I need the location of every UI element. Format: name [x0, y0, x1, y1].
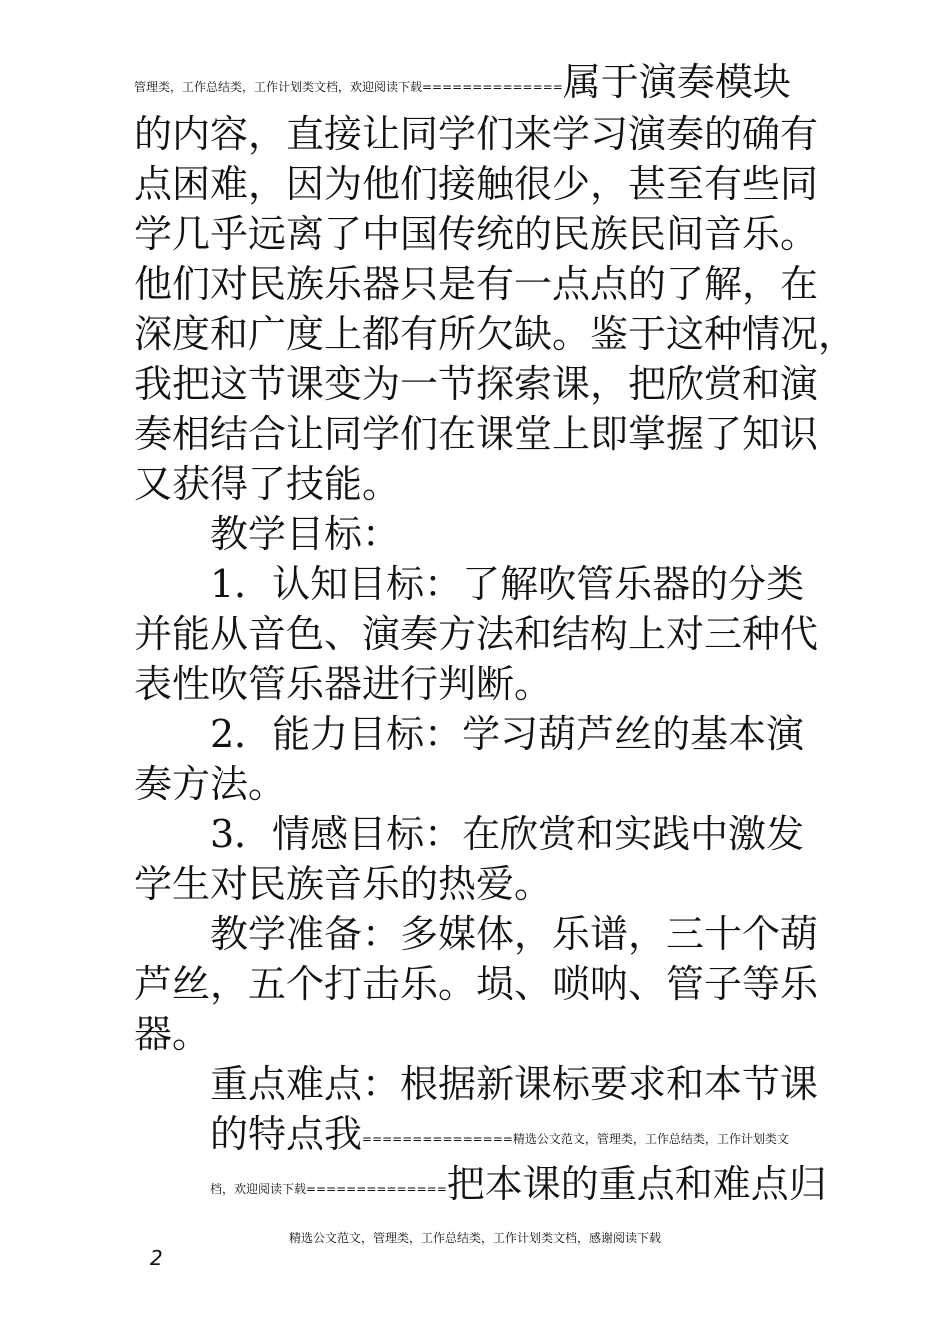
text-line: 奏相结合让同学们在课堂上即掌握了知识 — [134, 412, 819, 456]
key-points-line-2 — [210, 1112, 789, 1156]
body-text: 把本课的重点和难点归 — [446, 1162, 827, 1206]
key-points-line: 重点难点：根据新课标要求和本节课 — [210, 1062, 819, 1106]
watermark-text: 档，欢迎阅读下载============== — [210, 1182, 447, 1196]
heading-goals: 教学目标： — [210, 512, 401, 556]
prep-line: 教学准备：多媒体，乐谱，三十个葫 — [210, 912, 819, 956]
page-number: 2 — [150, 1246, 163, 1270]
page-footer: 精选公文范文，管理类，工作总结类，工作计划类文档，感谢阅读下载 — [288, 1231, 661, 1245]
text-line: 的内容，直接让同学们来学习演奏的确有 — [134, 112, 819, 156]
goal-2-line: 2．能力目标：学习葫芦丝的基本演 — [210, 712, 805, 756]
prep-line: 芦丝，五个打击乐。埙、唢呐、管子等乐 — [134, 962, 819, 1006]
body-text: 的特点我 — [210, 1112, 363, 1156]
goal-1-line: 表性吹管乐器进行判断。 — [134, 662, 553, 706]
text-line-1 — [134, 60, 791, 104]
goal-2-line: 奏方法。 — [134, 762, 287, 806]
text-line: 又获得了技能。 — [134, 462, 401, 506]
watermark-text: ===============精选公文范文，管理类，工作总结类，工作计划类文 — [362, 1132, 789, 1146]
text-line: 我把这节课变为一节探索课，把欣赏和演 — [134, 362, 819, 406]
text-line: 他们对民族乐器只是有一点点的了解，在 — [134, 262, 819, 306]
body-text: 属于演奏模块 — [562, 60, 791, 104]
watermark-text: 管理类，工作总结类，工作计划类文档，欢迎阅读下载============== — [134, 80, 563, 94]
prep-line: 器。 — [134, 1012, 211, 1056]
text-line: 点困难，因为他们接触很少，甚至有些同 — [134, 162, 819, 206]
text-line: 深度和广度上都有所欠缺。鉴于这种情况， — [134, 312, 857, 356]
goal-1-line: 1．认知目标：了解吹管乐器的分类 — [210, 562, 805, 606]
goal-3-line: 学生对民族音乐的热爱。 — [134, 862, 553, 906]
goal-1-line: 并能从音色、演奏方法和结构上对三种代 — [134, 612, 819, 656]
goal-3-line: 3．情感目标：在欣赏和实践中激发 — [210, 812, 805, 856]
key-points-line-3 — [210, 1162, 827, 1206]
text-line: 学几乎远离了中国传统的民族民间音乐。 — [134, 212, 819, 256]
